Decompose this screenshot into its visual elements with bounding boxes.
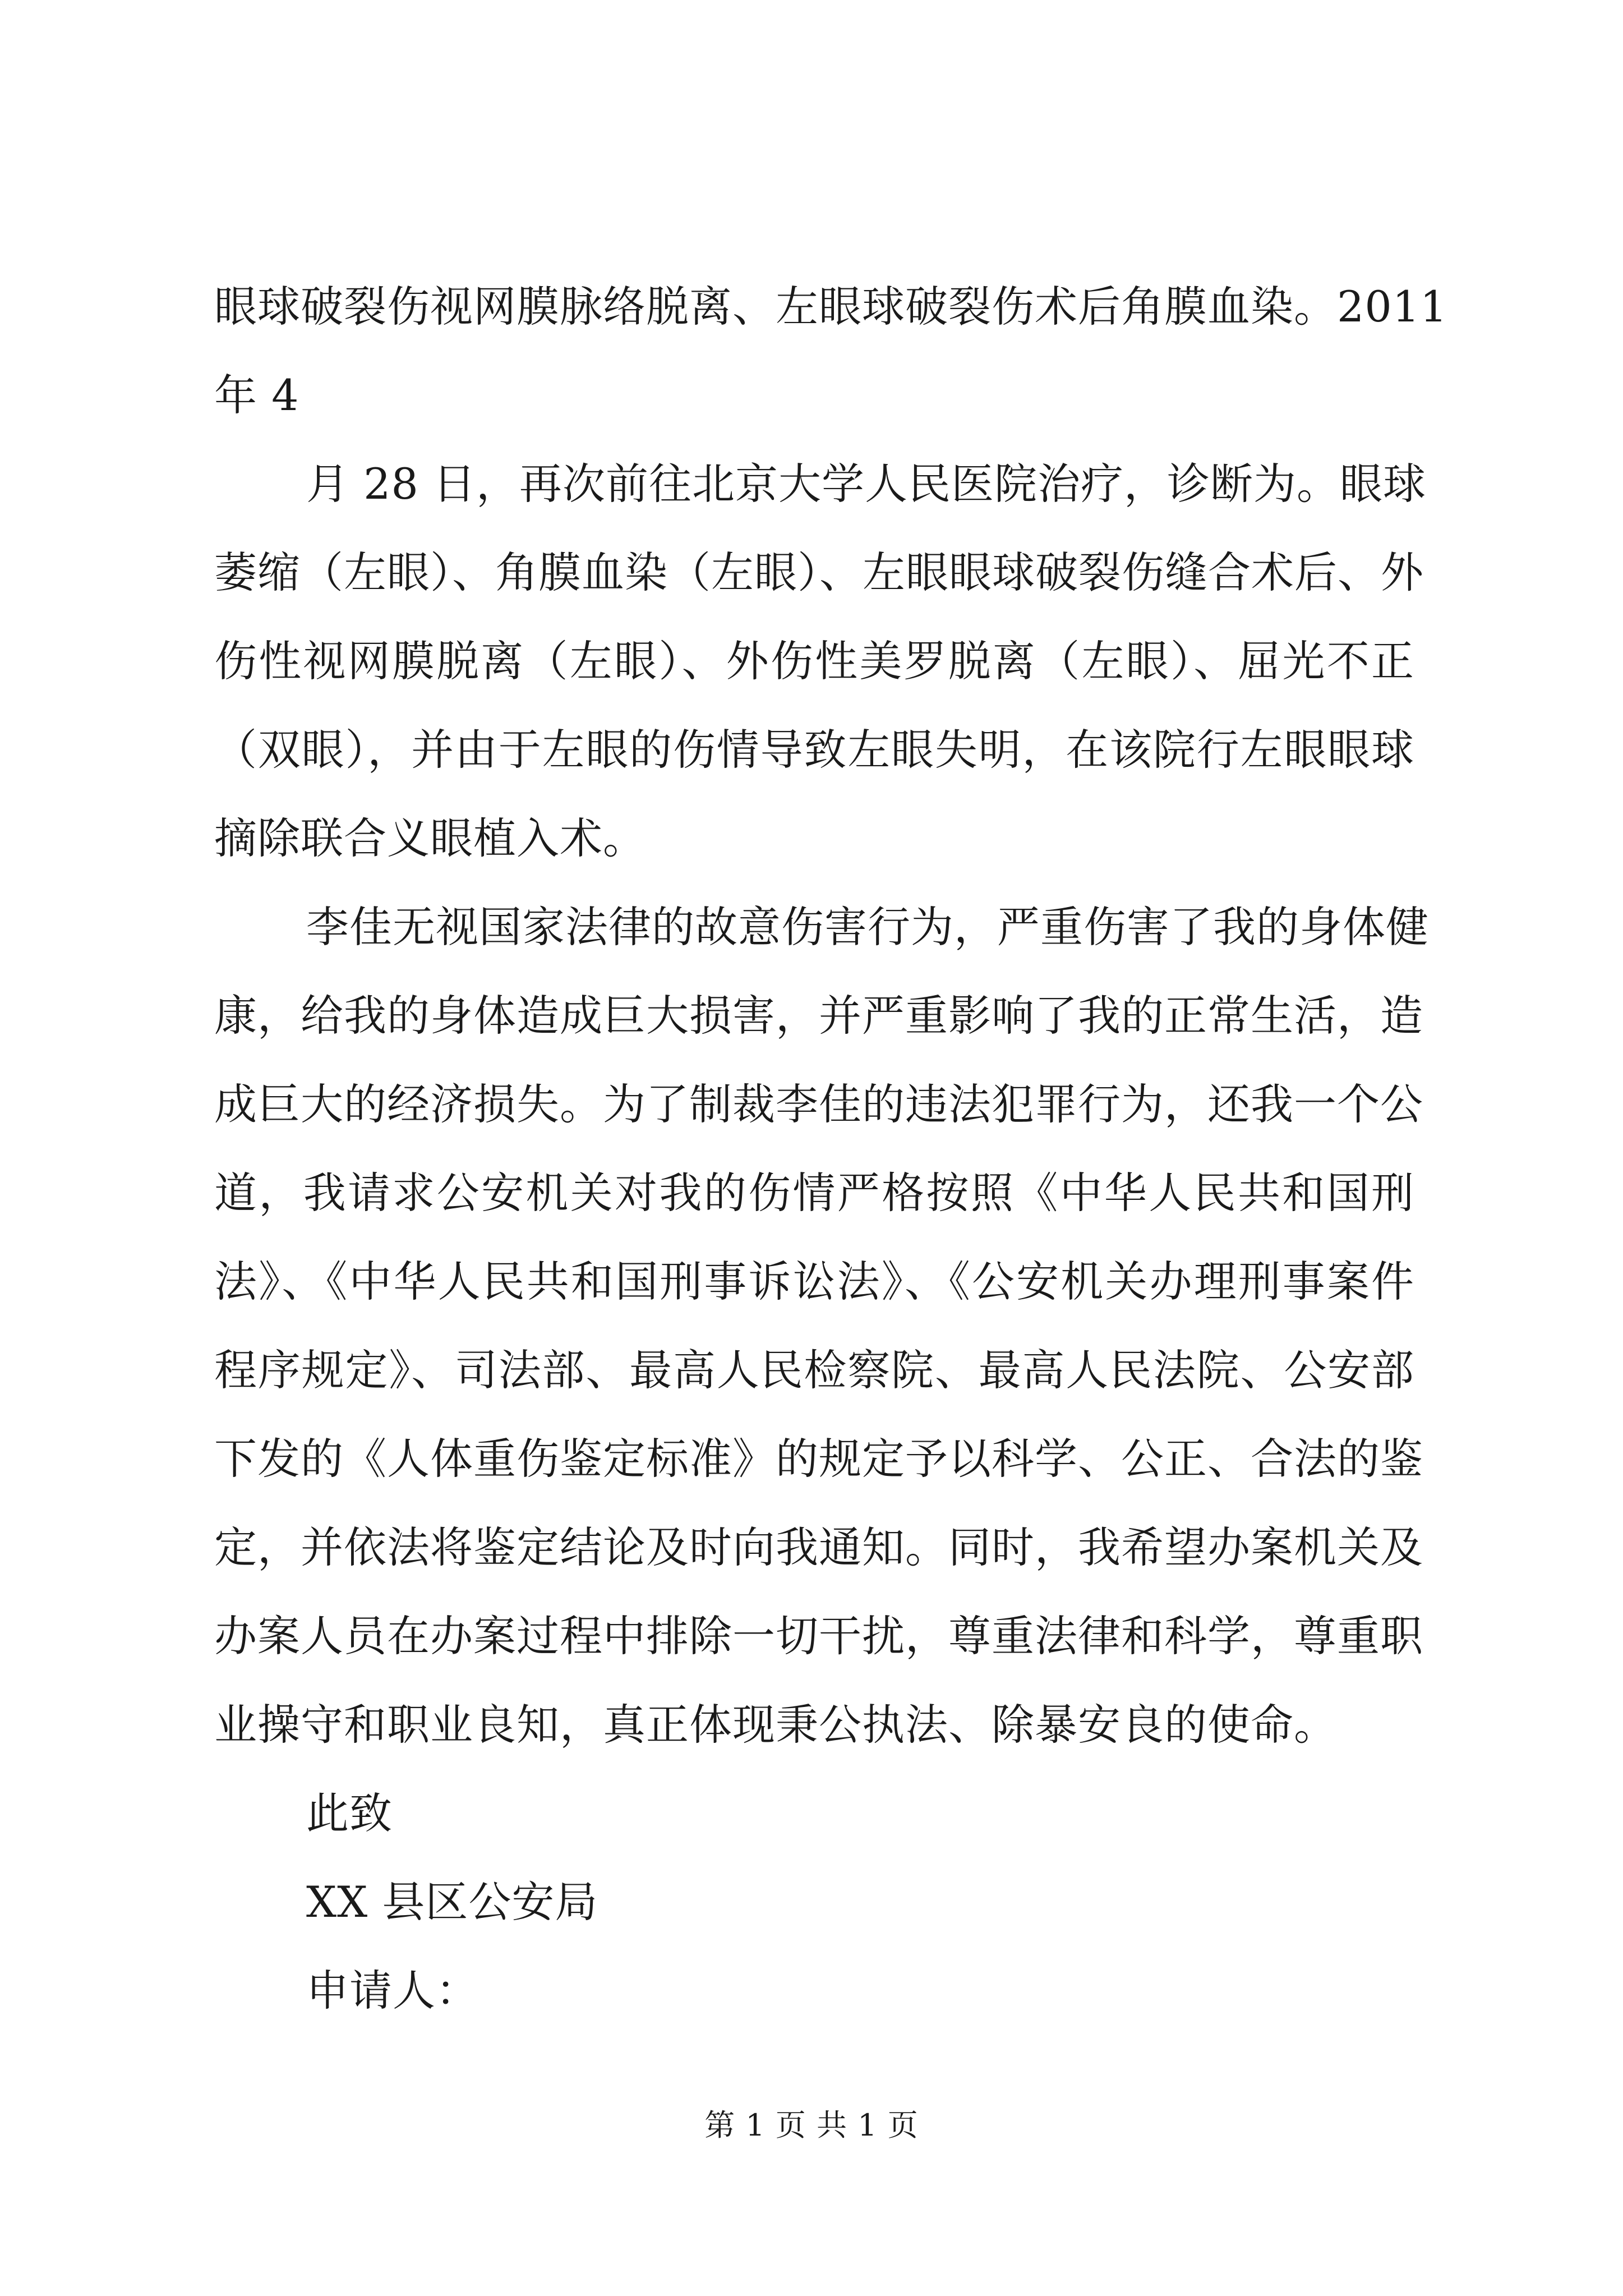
text-line: 道，我请求公安机关对我的伤情严格按照《中华人民共和国刑: [214, 1168, 1414, 1218]
text-line: 下发的《人体重伤鉴定标准》的规定予以科学、公正、合法的鉴: [214, 1434, 1423, 1484]
recipient: XX 县区公安局: [306, 1877, 598, 1927]
page-number: 第 1 页 共 1 页: [704, 2108, 919, 2143]
closing-salutation: 此致: [306, 1788, 393, 1838]
page-footer: [0, 2106, 1623, 2145]
text-line: 业操守和职业良知，真正体现秉公执法、除暴安良的使命。: [214, 1700, 1337, 1750]
text-line: 定，并依法将鉴定结论及时向我通知。同时，我希望办案机关及: [214, 1522, 1423, 1572]
document-body: [214, 263, 1448, 2035]
text-line: 年 4: [214, 370, 299, 420]
text-line: 伤性视网膜脱离（左眼）、外伤性美罗脱离（左眼）、屈光不正: [214, 636, 1414, 686]
text-line: 法》、《中华人民共和国刑事诉讼法》、《公安机关办理刑事案件: [214, 1257, 1414, 1306]
text-line: 李佳无视国家法律的故意伤害行为，严重伤害了我的身体健: [306, 902, 1429, 952]
text-line: 成巨大的经济损失。为了制裁李佳的违法犯罪行为，还我一个公: [214, 1079, 1423, 1129]
text-line: （双眼），并由于左眼的伤情导致左眼失明，在该院行左眼眼球: [214, 725, 1414, 775]
text-line: 摘除联合义眼植入术。: [214, 813, 646, 863]
text-line: 程序规定》、司法部、最高人民检察院、最高人民法院、公安部: [214, 1345, 1414, 1395]
text-line: 康，给我的身体造成巨大损害，并严重影响了我的正常生活，造: [214, 991, 1423, 1041]
text-line: 月 28 日，再次前往北京大学人民医院治疗，诊断为。眼球: [306, 459, 1427, 509]
text-line: 办案人员在办案过程中排除一切干扰，尊重法律和科学，尊重职: [214, 1611, 1423, 1661]
text-line: 眼球破裂伤视网膜脉络脱离、左眼球破裂伤术后角膜血染。2011: [214, 282, 1448, 332]
text-line: 萎缩（左眼）、角膜血染（左眼）、左眼眼球破裂伤缝合术后、外: [214, 547, 1424, 597]
applicant-label: 申请人：: [306, 1966, 479, 2016]
